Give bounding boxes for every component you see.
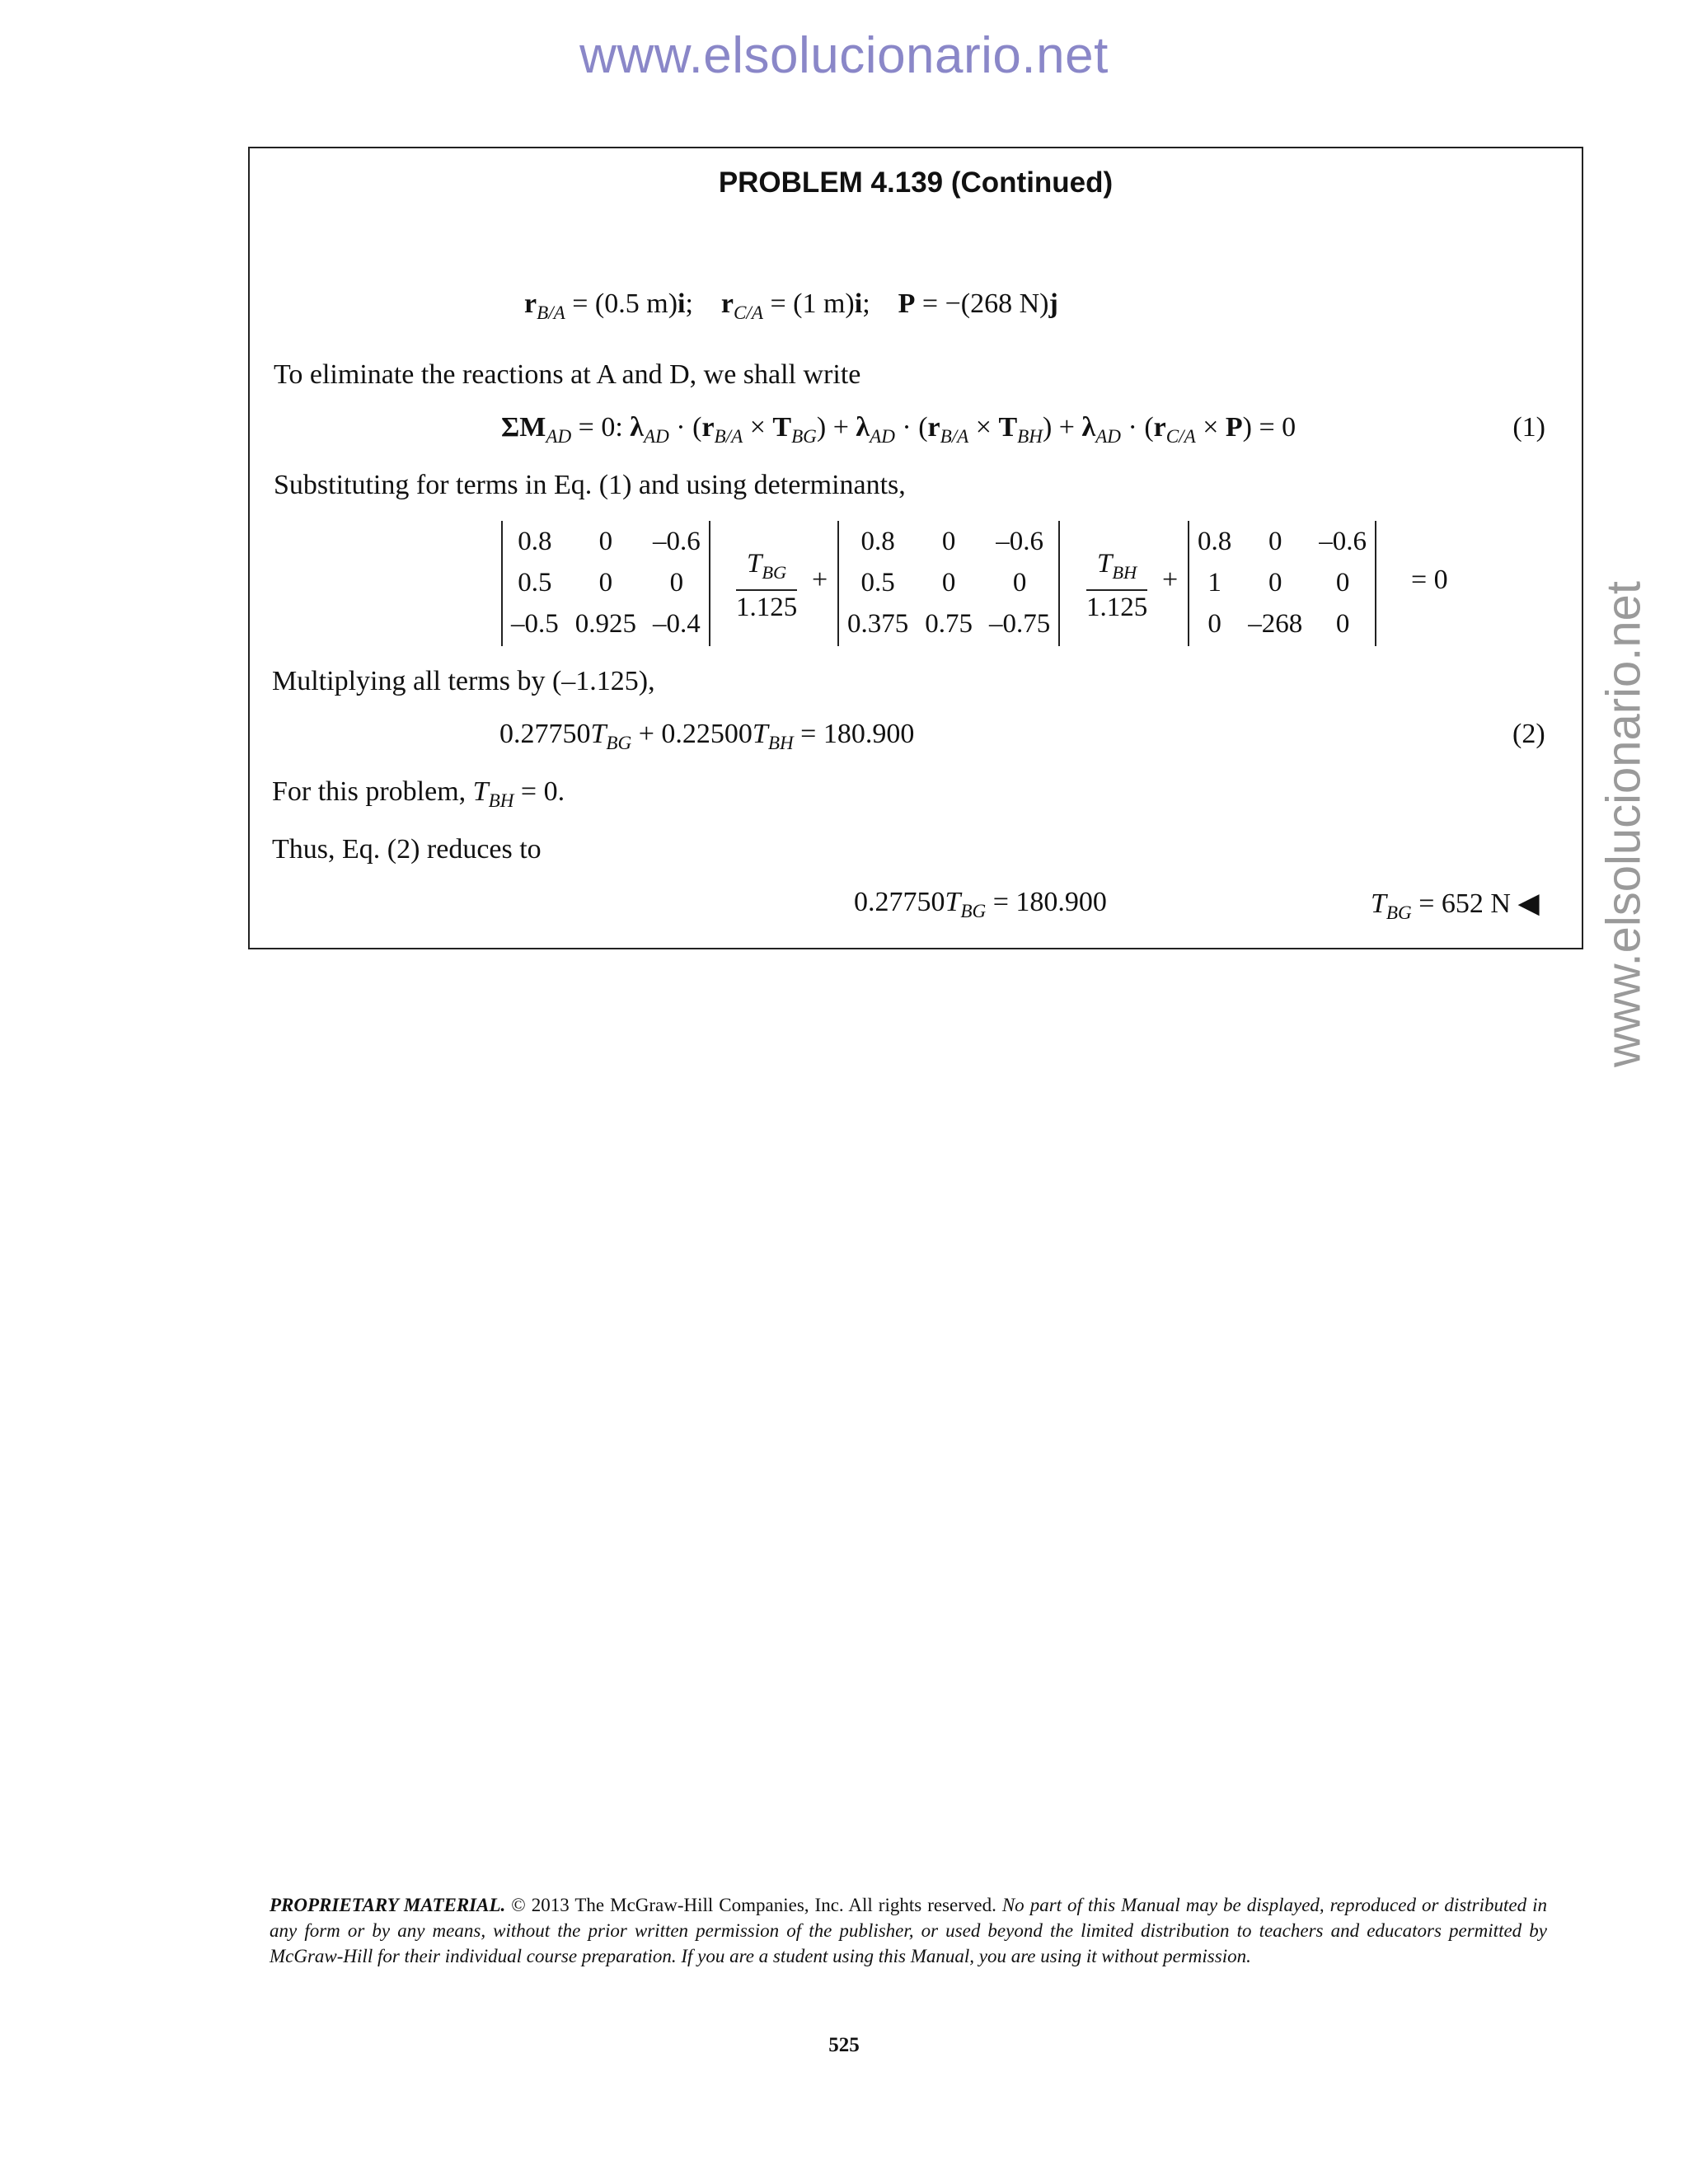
determinant-1 <box>501 521 710 646</box>
lambda-3: λ <box>1081 412 1096 443</box>
determinant-cell: –268 <box>1248 608 1303 639</box>
determinant-cell: 0 <box>1207 608 1221 639</box>
text-substituting: Substituting for terms in Eq. (1) and using determinants, <box>274 470 906 500</box>
determinant-cell: –0.6 <box>653 526 701 556</box>
eq1-r3: r <box>1153 412 1166 443</box>
determinant-cell: 0.75 <box>925 608 973 639</box>
sigma-sub: AD <box>546 426 572 448</box>
lambda-2-sub: AD <box>870 426 895 448</box>
final-T: T <box>945 887 961 917</box>
eq1-r3-sub: C/A <box>1165 426 1196 448</box>
lambda-2: λ <box>856 412 870 443</box>
lambda-1: λ <box>630 412 644 443</box>
f2-num-sub: BH <box>1112 561 1137 583</box>
r-ba-symbol: r <box>524 288 537 319</box>
eq1-P3: P <box>1225 412 1243 443</box>
eq1-T2-sub: BH <box>1017 426 1043 448</box>
eq2-T2-sub: BH <box>767 733 794 755</box>
r-ba-value: = (0.5 m) <box>565 288 678 319</box>
final-answer <box>1371 887 1540 925</box>
determinant-cell: 0.5 <box>518 567 552 598</box>
eq1-t1: · ( <box>668 412 702 443</box>
determinant-cell: 0 <box>1268 526 1282 556</box>
determinant-row <box>1189 562 1375 603</box>
footer-italic: No part of this Manual may be displayed, reproduced or distributed in any form or by any means, without the prior written permission of the publisher, or used beyond the limited distribution to teachers and educators permitted by McGraw-Hill for their individual course preparation. If you are a student using this Manual, you are using it without permission. <box>270 1895 1547 1966</box>
determinant-cell: 0.8 <box>860 526 895 556</box>
final-sub: BG <box>960 901 987 923</box>
determinant-3 <box>1188 521 1376 646</box>
f2-num: T <box>1096 549 1113 579</box>
eq1-x3: × <box>1195 412 1226 443</box>
answer-sub: BG <box>1386 902 1412 925</box>
problem-title: PROBLEM 4.139 (Continued) <box>718 166 1114 199</box>
determinant-row <box>503 603 709 644</box>
f1-den: 1.125 <box>736 592 798 622</box>
determinant-cell: 0 <box>598 567 613 598</box>
determinant-cell: –0.6 <box>1319 526 1367 556</box>
eq2-rhs: = 180.900 <box>793 719 915 749</box>
eq1-T1: T <box>772 412 792 443</box>
eq2-plus: + 0.22500 <box>631 719 753 749</box>
determinant-cell: 0 <box>1335 567 1350 598</box>
final-rhs: = 180.900 <box>986 887 1107 917</box>
determinant-row <box>1189 521 1375 562</box>
eq2-c1: 0.27750 <box>499 719 591 749</box>
eq1-T2: T <box>998 412 1018 443</box>
equation-number-1: (1) <box>1512 412 1545 443</box>
final-c1: 0.27750 <box>854 887 945 917</box>
determinant-cell: 0.375 <box>847 608 909 639</box>
p-value: = −(268 N) <box>915 288 1049 319</box>
determinant-cell: 0 <box>1268 567 1282 598</box>
for-this-label: For this problem, <box>272 776 467 807</box>
determinant-row <box>1189 603 1375 644</box>
watermark-side: www.elsolucionario.net <box>1597 581 1651 1067</box>
determinant-cell: 1 <box>1207 567 1221 598</box>
p-symbol: P <box>898 288 916 319</box>
lambda-1-sub: AD <box>643 426 669 448</box>
eq1-r1: r <box>701 412 715 443</box>
f1-num-sub: BG <box>762 561 787 583</box>
determinant-cell: 0 <box>1012 567 1027 598</box>
determinant-cell: 0.5 <box>860 567 895 598</box>
copyright-footer <box>270 1892 1547 1969</box>
f1-num: T <box>746 549 762 579</box>
watermark-top: www.elsolucionario.net <box>579 27 1109 84</box>
determinant-cell: 0.8 <box>1198 526 1232 556</box>
eq1-x2: × <box>968 412 999 443</box>
determinant-cell: 0 <box>669 567 684 598</box>
determinant-cell: 0.925 <box>574 608 636 639</box>
eq1-t2: ) + <box>816 412 856 443</box>
determinant-row <box>503 562 709 603</box>
eq1-t5: · ( <box>1121 412 1154 443</box>
footer-lead: PROPRIETARY MATERIAL. <box>270 1895 506 1915</box>
eq1-r1-sub: B/A <box>714 426 743 448</box>
answer-marker-icon: ◀ <box>1517 888 1540 919</box>
p-unit: j <box>1048 288 1058 319</box>
r-ba-sub: B/A <box>537 302 565 325</box>
text-multiplying: Multiplying all terms by (–1.125), <box>272 666 655 696</box>
determinant-cell: –0.5 <box>511 608 559 639</box>
f2-den: 1.125 <box>1086 592 1148 622</box>
determinant-cell: –0.6 <box>996 526 1043 556</box>
r-ca-unit: i <box>854 288 863 319</box>
eq1-t3: · ( <box>894 412 928 443</box>
eq1-t4: ) + <box>1042 412 1082 443</box>
text-thus: Thus, Eq. (2) reduces to <box>272 834 542 865</box>
lambda-3-sub: AD <box>1095 426 1121 448</box>
fraction-tbg <box>736 547 797 624</box>
determinant-2 <box>837 521 1060 646</box>
determinant-cell: 0 <box>941 526 956 556</box>
r-ca-sub: C/A <box>734 302 763 325</box>
eq1-T1-sub: BG <box>791 426 817 448</box>
determinant-row <box>503 521 709 562</box>
determinant-cell: 0.8 <box>518 526 552 556</box>
eq2-T1: T <box>590 719 607 749</box>
vectors-line <box>524 288 1058 325</box>
answer-T: T <box>1371 888 1386 919</box>
eq1-x1: × <box>743 412 773 443</box>
determinant-row <box>839 562 1058 603</box>
sigma-m: ΣM <box>501 412 546 443</box>
sep-1: ; <box>685 288 693 319</box>
answer-value: = 652 N <box>1411 888 1511 919</box>
determinant-row <box>839 603 1058 644</box>
plus-1: + <box>812 565 828 595</box>
eq1-r2-sub: B/A <box>940 426 969 448</box>
equals-zero: = 0 <box>1411 565 1448 595</box>
determinant-cell: 0 <box>598 526 613 556</box>
eq2-T2: T <box>752 719 768 749</box>
fraction-tbh <box>1086 547 1147 624</box>
tbh-value: = 0. <box>513 776 565 807</box>
determinant-cell: 0 <box>1335 608 1350 639</box>
r-ba-unit: i <box>678 288 686 319</box>
moment-equation <box>501 412 1296 448</box>
footer-normal: © 2013 The McGraw-Hill Companies, Inc. All rights reserved. <box>505 1895 1002 1915</box>
equation-2 <box>499 719 914 755</box>
eq2-T1-sub: BG <box>606 733 632 755</box>
eq1-lead: = 0: <box>571 412 631 443</box>
final-equation <box>854 887 1107 923</box>
determinant-cell: –0.4 <box>653 608 701 639</box>
eq1-r2: r <box>927 412 940 443</box>
text-eliminate: To eliminate the reactions at A and D, we shall write <box>274 359 861 390</box>
equation-number-2: (2) <box>1512 719 1545 749</box>
determinant-row <box>839 521 1058 562</box>
tbh-sub: BH <box>488 790 514 813</box>
sep-2: ; <box>862 288 870 319</box>
eq1-t6: ) = 0 <box>1242 412 1296 443</box>
r-ca-symbol: r <box>720 288 734 319</box>
tbh-T: T <box>472 776 489 807</box>
plus-2: + <box>1162 565 1179 595</box>
page-number: 525 <box>828 2034 860 2056</box>
r-ca-value: = (1 m) <box>762 288 855 319</box>
determinant-cell: 0 <box>941 567 956 598</box>
determinant-cell: –0.75 <box>989 608 1051 639</box>
text-for-this-problem <box>272 776 565 813</box>
